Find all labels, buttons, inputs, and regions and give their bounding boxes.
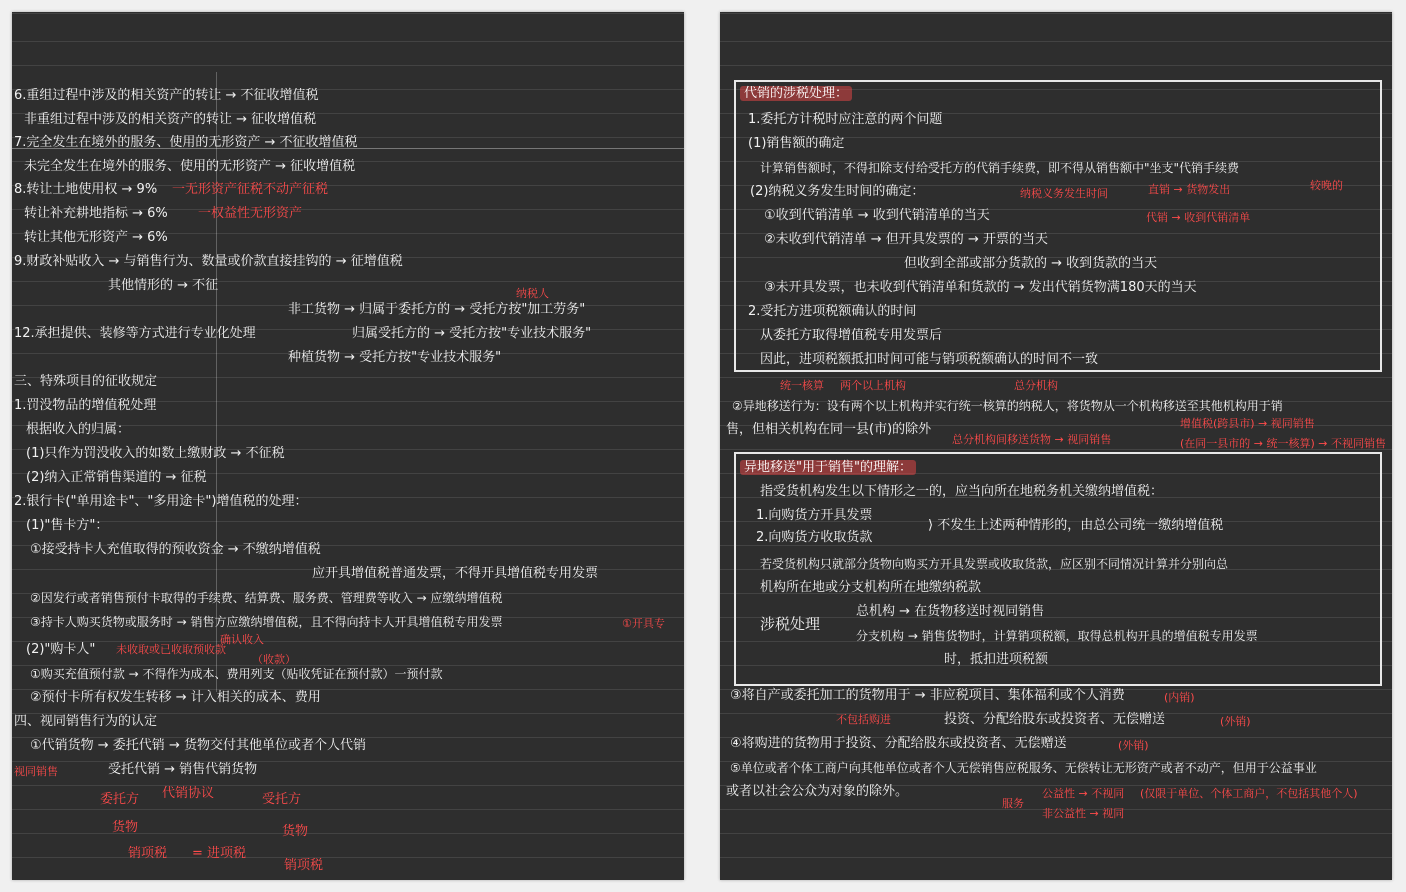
red-note: 代销 → 收到代销清单 (1146, 211, 1251, 224)
note-line: 若受货机构只就部分货物向购买方开具发票或收取货款，应区别不同情况计算并分别向总 (760, 557, 1229, 571)
note-line: 从委托方取得增值税专用发票后 (760, 328, 943, 343)
note-line: ①购买充值预付款 → 不得作为成本、费用列支（贴收凭证在预付款）一预付款 (30, 667, 443, 681)
red-note: （收款） (252, 653, 296, 666)
red-note: 较晚的 (1310, 179, 1343, 192)
note-line: 三、特殊项目的征收规定 (14, 374, 158, 389)
notes-page-right (720, 12, 1392, 880)
note-line: 但收到全部或部分货款的 → 收到货款的当天 (904, 256, 1158, 271)
note-line: 或者以社会公众为对象的除外。 (726, 784, 909, 799)
red-note: 委托方 (100, 792, 140, 807)
red-note: 受托方 (262, 792, 302, 807)
note-line: 总机构 → 在货物移送时视同销售 (856, 604, 1045, 619)
red-note: 销项税 (128, 846, 168, 861)
note-line: 四、视同销售行为的认定 (14, 714, 158, 729)
note-line: ②未收到代销清单 → 但开具发票的 → 开票的当天 (764, 232, 1048, 247)
red-note: 代销协议 (162, 786, 215, 801)
note-line: 2.银行卡("单用途卡"、"多用途卡")增值税的处理： (14, 494, 308, 509)
red-note: 一权益性无形资产 (198, 206, 303, 221)
note-line: 根据收入的归属： (26, 422, 131, 437)
note-line: 机构所在地或分支机构所在地缴纳税款 (760, 580, 982, 595)
note-line: 2.向购货方收取货款 (756, 530, 873, 545)
red-note: 总分机构 (1014, 379, 1058, 392)
note-line: 9.财政补贴收入 → 与销售行为、数量或价款直接挂钩的 → 征增值税 (14, 254, 403, 269)
red-note: 直销 → 货物发出 (1148, 183, 1231, 196)
note-line: 受托代销 → 销售代销货物 (108, 762, 258, 777)
note-line: ②因发行或者销售预付卡取得的手续费、结算费、服务费、管理费等收入 → 应缴纳增值税 (30, 591, 503, 605)
box-title: 异地移送"用于销售"的理解： (740, 460, 916, 476)
red-note: 视同销售 (14, 765, 58, 778)
note-line: ①收到代销清单 → 收到代销清单的当天 (764, 208, 990, 223)
red-note: 纳税人 (516, 287, 549, 300)
note-line: ③持卡人购买货物或服务时 → 销售方应缴纳增值税，且不得向持卡人开具增值税专用发票 (30, 615, 503, 629)
red-note: 非公益性 → 视同 (1042, 807, 1125, 820)
note-line: 转让补充耕地指标 → 6% (24, 206, 168, 221)
note-line: 8.转让土地使用权 → 9% (14, 182, 158, 197)
note-line: 投资、分配给股东或投资者、无偿赠送 (944, 712, 1166, 727)
note-line: (2)"购卡人" (26, 642, 96, 657)
red-note: 增值税(跨县市) → 视同销售 (1180, 417, 1315, 430)
note-line: 12.承担提供、装修等方式进行专业化处理 (14, 326, 256, 341)
note-line: (2)纳入正常销售渠道的 → 征税 (26, 470, 207, 485)
red-note: 确认收入 (220, 633, 264, 646)
red-note: (外销) (1118, 739, 1149, 752)
red-note: (在同一县市的 → 统一核算) → 不视同销售 (1180, 437, 1387, 450)
note-line: ②预付卡所有权发生转移 → 计入相关的成本、费用 (30, 690, 321, 705)
note-line: ②异地移送行为：设有两个以上机构并实行统一核算的纳税人，将货物从一个机构移送至其他机构用于销 (732, 399, 1283, 413)
note-line: (1)只作为罚没收入的如数上缴财政 → 不征税 (26, 446, 285, 461)
note-line: 其他情形的 → 不征 (108, 278, 219, 293)
red-note: 纳税义务发生时间 (1020, 187, 1108, 200)
note-line: ③将自产或委托加工的货物用于 → 非应税项目、集体福利或个人消费 (730, 688, 1125, 703)
red-note: = 进项税 (192, 846, 247, 861)
note-line: 2.受托方进项税额确认的时间 (748, 304, 917, 319)
note-line: 非工货物 → 归属于委托方的 → 受托方按"加工劳务" (288, 302, 586, 317)
notes-page-left (12, 12, 684, 880)
red-note: 公益性 → 不视同 (1042, 787, 1125, 800)
note-line: 计算销售额时，不得扣除支付给受托方的代销手续费，即不得从销售额中"坐支"代销手续费 (760, 161, 1240, 175)
note-line: ①接受持卡人充值取得的预收资金 → 不缴纳增值税 (30, 542, 321, 557)
note-line: 归属受托方的 → 受托方按"专业技术服务" (352, 326, 592, 341)
note-line: 未完全发生在境外的服务、使用的无形资产 → 征收增值税 (24, 159, 356, 174)
note-line: ③未开具发票，也未收到代销清单和货款的 → 发出代销货物满180天的当天 (764, 280, 1197, 295)
note-line: (1)销售额的确定 (748, 136, 845, 151)
note-line: 时，抵扣进项税额 (944, 652, 1049, 667)
note-line: 售，但相关机构在同一县(市)的除外 (726, 422, 932, 437)
red-note: ①开具专 (622, 617, 665, 630)
note-line: ⑤单位或者个体工商户向其他单位或者个人无偿销售应税服务、无偿转让无形资产或者不动产，但用于公益事业 (730, 761, 1317, 775)
note-line: 指受货机构发生以下情形之一的，应当向所在地税务机关缴纳增值税： (760, 484, 1164, 499)
note-line: ④将购进的货物用于投资、分配给股东或投资者、无偿赠送 (730, 736, 1067, 751)
note-line: 7.完全发生在境外的服务、使用的无形资产 → 不征收增值税 (14, 135, 358, 150)
note-line: 分支机构 → 销售货物时，计算销项税额，取得总机构开具的增值税专用发票 (856, 629, 1258, 643)
red-note: 销项税 (284, 858, 324, 873)
note-line: (1)"售卡方"： (26, 518, 109, 533)
red-note: 总分机构间移送货物 → 视同销售 (952, 433, 1112, 446)
red-note: 不包括购进 (836, 713, 891, 726)
red-note: (仅限于单位、个体工商户，不包括其他个人) (1140, 787, 1358, 800)
red-note: (内销) (1164, 691, 1195, 704)
note-line: 种植货物 → 受托方按"专业技术服务" (288, 350, 502, 365)
note-line: 因此，进项税额抵扣时间可能与销项税额确认的时间不一致 (760, 352, 1099, 367)
note-line: 转让其他无形资产 → 6% (24, 230, 168, 245)
red-note: 服务 (1002, 797, 1024, 810)
note-line: 1.罚没物品的增值税处理 (14, 398, 157, 413)
note-line: ⟩ 不发生上述两种情形的，由总公司统一缴纳增值税 (928, 518, 1224, 533)
red-note: 一无形资产征税不动产征税 (172, 182, 329, 197)
note-line: 非重组过程中涉及的相关资产的转让 → 征收增值税 (24, 112, 317, 127)
red-note: 未收取或已收取预收款 (116, 643, 226, 656)
red-note: 统一核算 (780, 379, 824, 392)
note-line: 1.委托方计税时应注意的两个问题 (748, 112, 943, 127)
box-title: 代销的涉税处理： (740, 86, 852, 102)
note-line: ①代销货物 → 委托代销 → 货物交付其他单位或者个人代销 (30, 738, 366, 753)
note-line: (2)纳税义务发生时间的确定： (750, 184, 925, 199)
red-note: (外销) (1220, 715, 1251, 728)
red-note: 货物 (112, 820, 139, 835)
red-note: 两个以上机构 (840, 379, 906, 392)
note-line: 6.重组过程中涉及的相关资产的转让 → 不征收增值税 (14, 88, 319, 103)
note-line: 涉税处理 (760, 615, 821, 633)
note-line: 应开具增值税普通发票，不得开具增值税专用发票 (312, 566, 599, 581)
red-note: 货物 (282, 824, 309, 839)
note-line: 1.向购货方开具发票 (756, 508, 873, 523)
